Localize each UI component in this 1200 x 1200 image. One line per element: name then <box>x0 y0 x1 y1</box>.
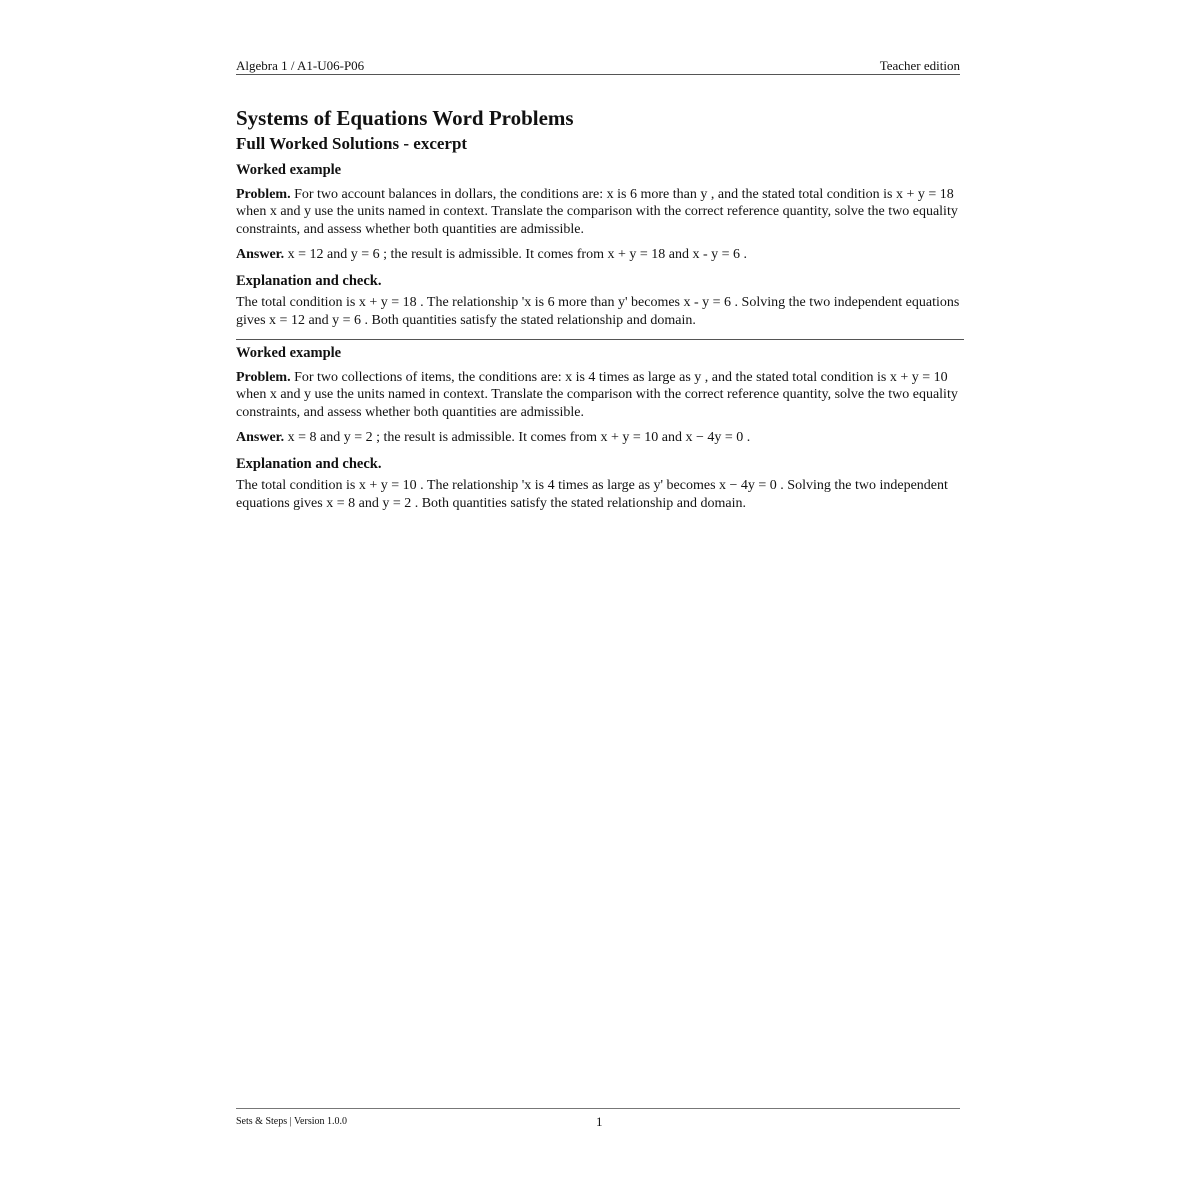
answer-label: Answer. <box>236 430 285 445</box>
explanation-text: The total condition is x + y = 10 . The relationship 'x is 4 times as large as y' becomes x − 4y = 0 . Solving the two independent equations gives x = 8 and y = 2 . Both quantities satisfy the stated relationship and domain. <box>236 478 948 511</box>
answer-label: Answer. <box>236 247 285 262</box>
example-heading: Worked example <box>236 162 342 178</box>
document-page <box>236 0 964 1200</box>
page-title: Systems of Equations Word Problems <box>236 106 574 130</box>
problem-label: Problem. <box>236 186 291 202</box>
running-header <box>236 58 960 75</box>
header-course-code: Algebra 1 / A1-U06-P06 <box>236 58 365 73</box>
problem-paragraph <box>236 369 964 422</box>
footer-rule <box>236 1108 960 1109</box>
answer-text: x = 8 and y = 2 ; the result is admissible. It comes from x + y = 10 and x − 4y = 0 . <box>287 430 751 445</box>
problem-paragraph <box>236 186 964 239</box>
answer-text: x = 12 and y = 6 ; the result is admissible. It comes from x + y = 18 and x - y = 6 . <box>287 247 748 262</box>
footer-publisher: Sets & Steps | Version 1.0.0 <box>236 1116 347 1127</box>
problem-text: For two account balances in dollars, the conditions are: x is 6 more than y , and the stated total condition is x + y = 18 when x and y use the units named in context. Translate the comparison with the correct reference quantity, solve the two equality constraints, and assess whether both quantities are admissible. <box>236 186 958 237</box>
explanation-heading: Explanation and check. <box>236 455 382 472</box>
problem-label: Problem. <box>236 369 291 385</box>
page-number: 1 <box>596 1114 603 1129</box>
explanation-heading: Explanation and check. <box>236 272 382 289</box>
answer-paragraph <box>236 246 964 264</box>
answer-paragraph <box>236 429 964 447</box>
explanation-text: The total condition is x + y = 18 . The relationship 'x is 6 more than y' becomes x - y = 6 . Solving the two independent equations gives x = 12 and y = 6 . Both quantities satisfy the stated relationship and domain. <box>236 295 960 328</box>
worked-example-2 <box>236 345 964 520</box>
example-heading: Worked example <box>236 345 342 361</box>
page-subtitle: Full Worked Solutions - excerpt <box>236 134 468 153</box>
worked-example-1 <box>236 162 964 337</box>
header-edition: Teacher edition <box>879 58 960 73</box>
section-divider <box>236 339 964 340</box>
problem-text: For two collections of items, the conditions are: x is 4 times as large as y , and the stated total condition is x + y = 10 when x and y use the units named in context. Translate the comparison with the correct reference quantity, solve the two equality constraints, and assess whether both quantities are admissible. <box>236 369 958 420</box>
